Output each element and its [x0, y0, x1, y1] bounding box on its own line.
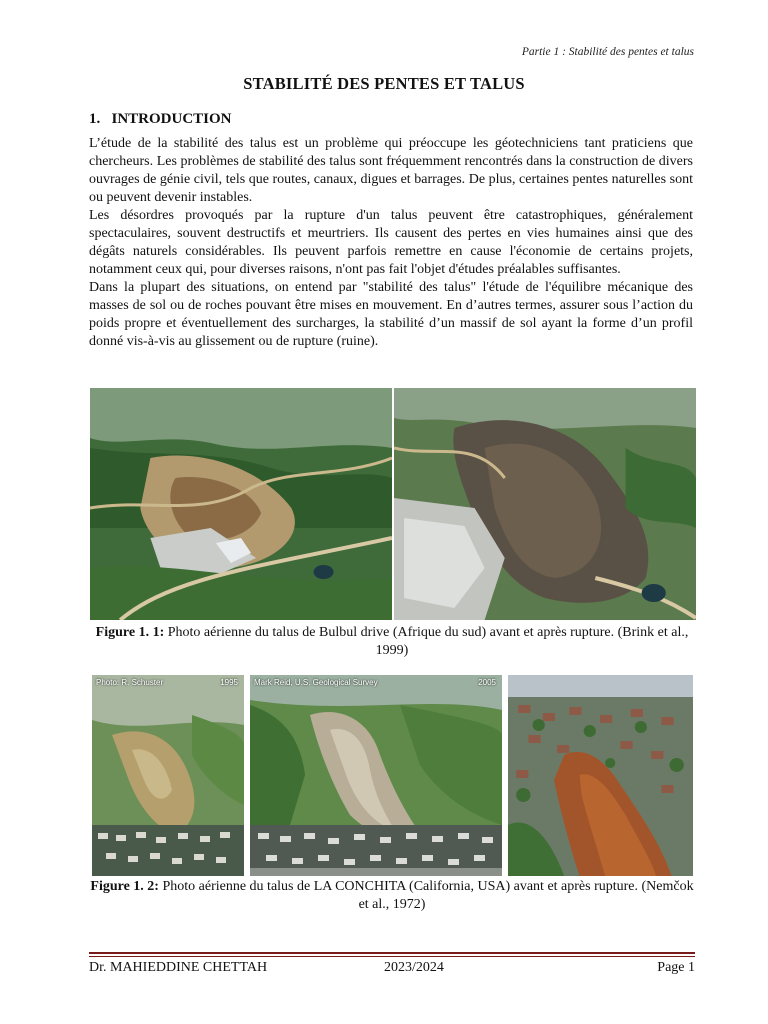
figure-1-1-text: Photo aérienne du talus de Bulbul drive (Afrique du sud) avant et après rupture. (Brink et al., 1999)	[164, 625, 689, 658]
photo-conchita-slide	[508, 675, 693, 876]
figure-1-2-text: Photo aérienne du talus de LA CONCHITA (California, USA) avant et après rupture. (Nemčok et al., 1972)	[158, 879, 694, 912]
photo-bulbul-before	[90, 388, 392, 620]
footer-rule	[89, 952, 695, 954]
paragraph-2: Les désordres provoqués par la rupture d'un talus peuvent être catastrophiques, généralement spectaculaires, souvent destructifs et meurtriers. Ils causent des pertes en vies humaines ainsi que des dégâts naturels considérables. Ils peuvent parfois remettre en cause l'économie de certains projets, notamment ceux qui, pour diverses raisons, n'ont pas fait l'objet d'études préalables suffisantes.	[89, 208, 693, 277]
photo-conchita-1995	[92, 675, 244, 876]
section-heading	[89, 111, 232, 128]
intro-text	[89, 135, 693, 351]
section-number: 1.	[89, 111, 101, 127]
footer-rule-thin	[89, 956, 695, 957]
footer-year: 2023/2024	[384, 960, 444, 975]
section-title: INTRODUCTION	[111, 111, 232, 127]
photo-year-2005: 2005	[478, 678, 496, 687]
figure-1-2	[92, 675, 693, 876]
photo-year-1995: 1995	[220, 678, 238, 687]
figure-1-2-caption	[89, 878, 695, 914]
page-title: STABILITÉ DES PENTES ET TALUS	[243, 74, 525, 93]
paragraph-1: L’étude de la stabilité des talus est un problème qui préoccupe les géotechniciens tant praticiens que chercheurs. Les problèmes de stabilité des talus sont fréquemment rencontrés dans la construction de divers ouvrages de génie civil, tels que routes, canaux, digues et barrages. De plus, certaines pentes naturelles sont ou peuvent devenir instables.	[89, 136, 693, 205]
figure-1-2-label: Figure 1. 2:	[90, 879, 159, 894]
footer-author: Dr. MAHIEDDINE CHETTAH	[89, 960, 268, 975]
figure-1-1-caption	[89, 624, 695, 660]
paragraph-3: Dans la plupart des situations, on entend par "stabilité des talus" l'étude de l'équilibre mécanique des masses de sol ou de roches pouvant être mises en mouvement. En d’autres termes, assurer sous l’action du poids propre et éventuellement des surcharges, la stabilité d’un massif de sol ayant la forme d’un profil donné vis-à-vis au glissement ou de rupture (ruine).	[89, 280, 693, 349]
figure-1-1	[90, 388, 696, 620]
running-header: Partie 1 : Stabilité des pentes et talus	[521, 46, 694, 58]
photo-credit-reid: Mark Reid, U.S. Geological Survey	[254, 678, 378, 687]
figure-1-1-label: Figure 1. 1:	[95, 625, 165, 640]
photo-conchita-2005	[250, 675, 502, 876]
footer-page-number: Page 1	[657, 960, 695, 975]
photo-bulbul-after	[394, 388, 696, 620]
photo-credit-schuster: Photo: R. Schuster	[96, 678, 164, 687]
